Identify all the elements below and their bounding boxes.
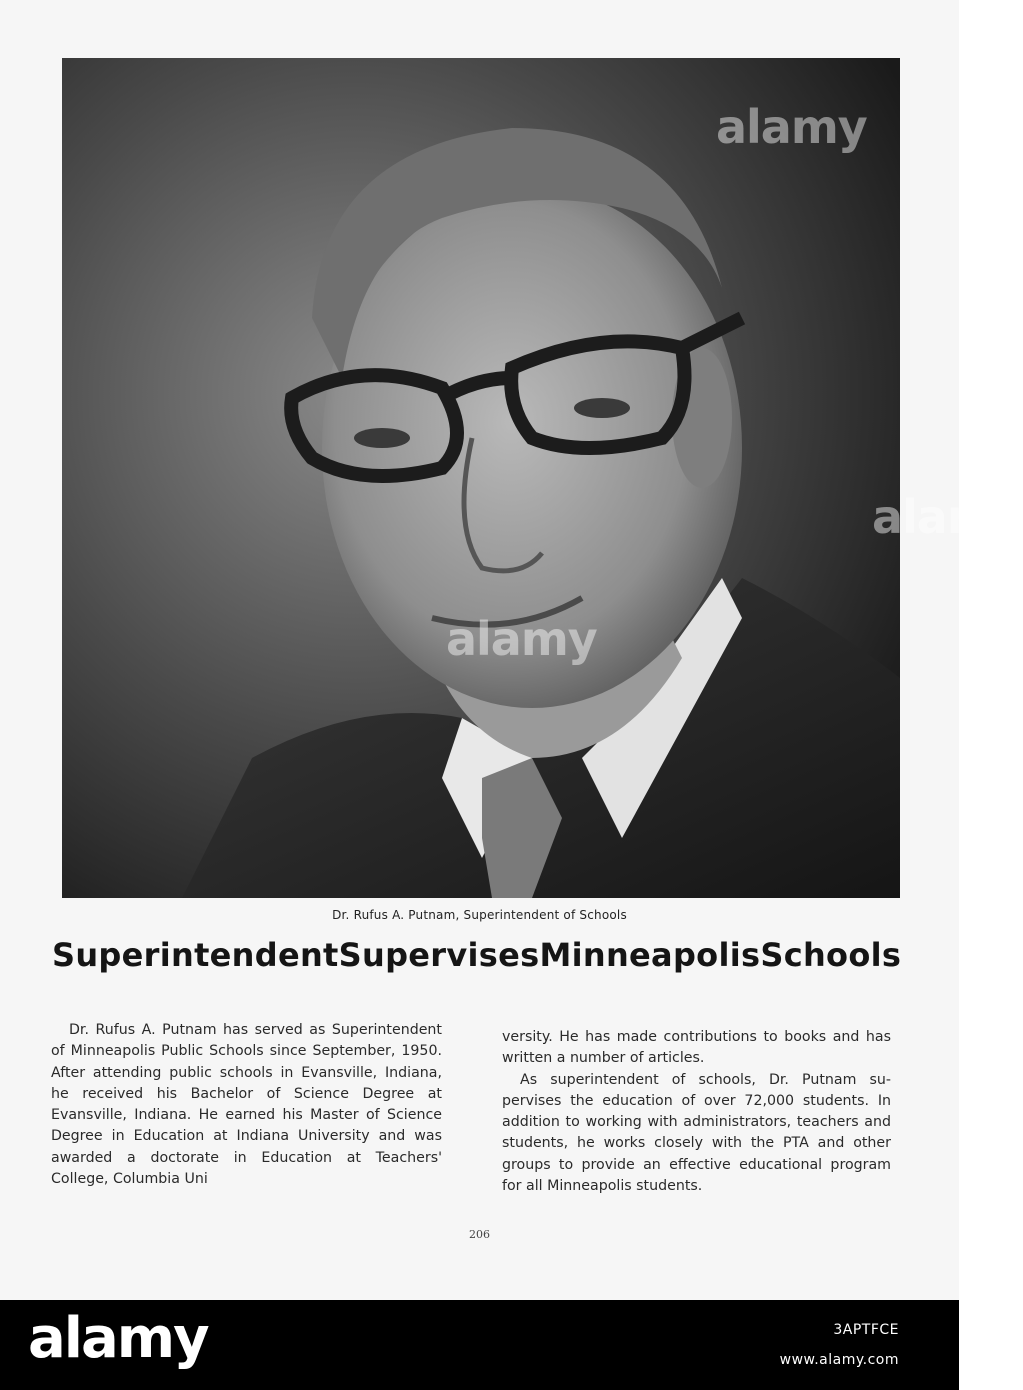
body-paragraph-continuation: versity. He has made contributions to books and has written a number of articles. [502,1029,891,1067]
stock-logo: alamy [28,1306,208,1371]
headline-word: Minneapolis [539,936,761,974]
body-column-left [51,1020,442,1190]
portrait-illustration [62,58,900,898]
watermark: alamy [872,490,1023,544]
body-paragraph: Dr. Rufus A. Putnam has served as Superintendent of Minneapolis Public Schools since September, 1950. After attending public schools in Evansville, Indiana, he received his Bachelor of Science Degree at Evansville, Indiana. He earned his Master of Science Degree in Education at Indiana University and was awarded a doctorate in Education at Teachers' College, Columbia Uni [51,1022,442,1188]
photo-caption: Dr. Rufus A. Putnam, Superintendent of Schools [332,908,627,922]
watermark: alamy [446,612,597,666]
page-number: 206 [469,1228,490,1241]
headline [52,936,902,974]
body-column-right [502,1027,891,1197]
portrait-photo [62,58,900,898]
headline-word: Superintendent [52,936,339,974]
image-id: 3APTFCE [833,1322,899,1338]
headline-word: Schools [760,936,902,974]
stock-url: www.alamy.com [779,1352,899,1368]
watermark: alamy [716,100,867,154]
body-paragraph: As superintendent of schools, Dr. Putnam supervises the education of over 72,000 students. In addition to working with administrators, teachers and students, he works closely with the PTA and other groups to provide an effective educational program for all Minneapolis students. [502,1071,891,1195]
headline-word: Supervises [338,936,540,974]
